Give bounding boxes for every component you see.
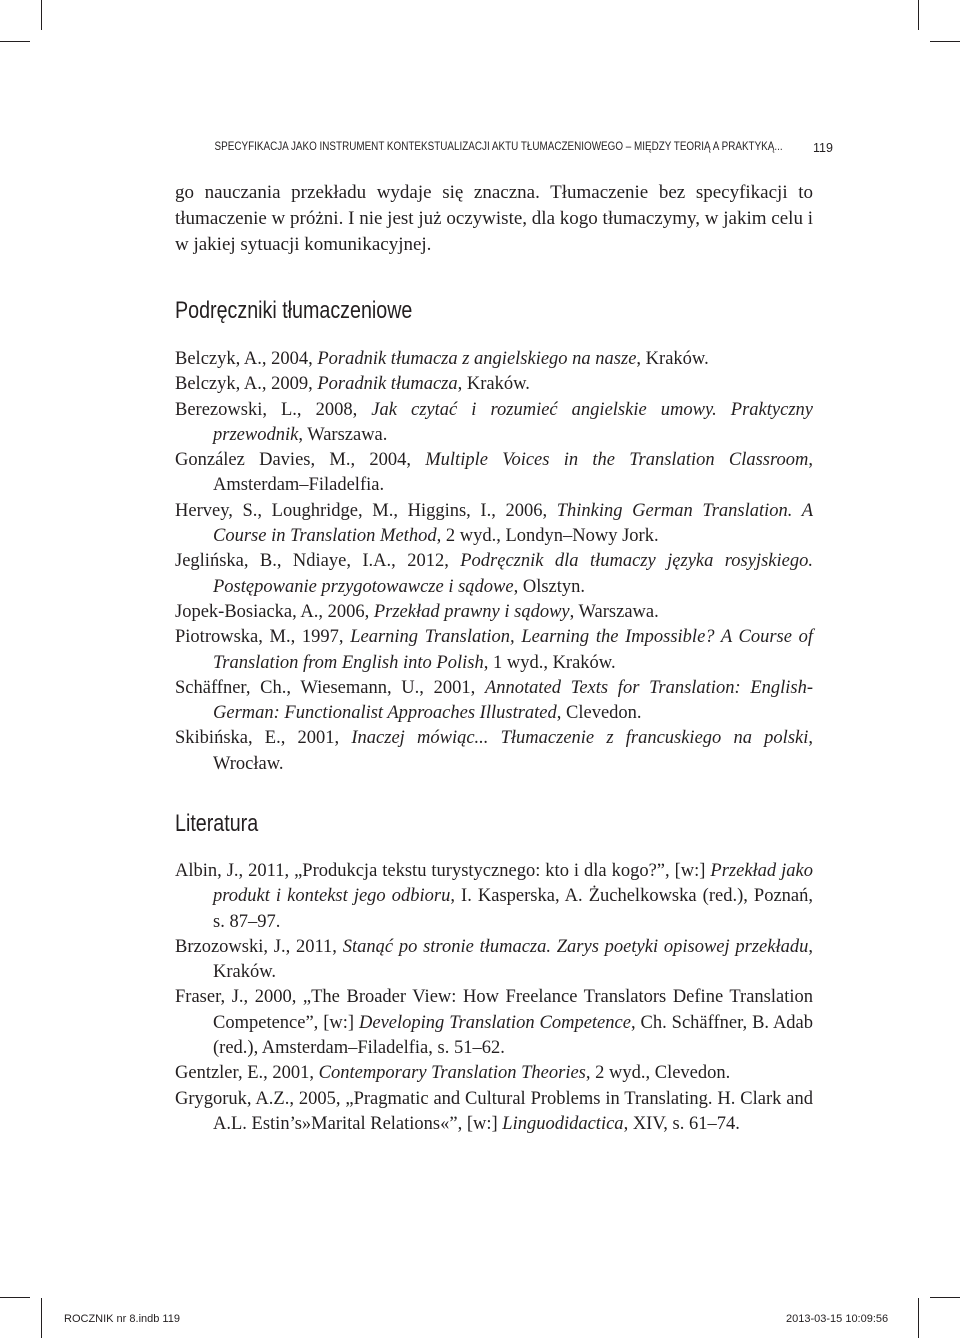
crop-mark-top-right-h xyxy=(930,41,960,42)
crop-mark-bottom-left-h xyxy=(0,1297,30,1298)
list-item: Brzozowski, J., 2011, Stanąć po stronie tłumacza. Zarys poetyki opisowej przekładu, Kraków. xyxy=(175,936,813,983)
crop-mark-top-right xyxy=(918,0,919,30)
list-item: Fraser, J., 2000, „The Broader View: How Freelance Translators Define Translation Competence”, [w:] Developing Translation Competence, Ch. Schäffner, B. Adab (red.), Amsterdam–Filadelfia, s. 51–62. xyxy=(175,987,814,1059)
crop-mark-top-left xyxy=(41,0,42,30)
footer-timestamp: 2013-03-15 10:09:56 xyxy=(786,1313,889,1325)
running-head-title: SPECYFIKACJA JAKO INSTRUMENT KONTEKSTUALIZACJI AKTU TŁUMACZENIOWEGO – MIĘDZY TEORIĄ A PRAKTYKĄ... xyxy=(214,141,783,153)
literature-list xyxy=(175,859,813,1137)
list-item: Berezowski, L., 2008, Jak czytać i rozumieć angielskie umowy. Praktyczny przewodnik, Warszawa. xyxy=(175,399,813,445)
list-item: Hervey, S., Loughridge, M., Higgins, I., 2006, Thinking German Translation. A Course in Translation Method, 2 wyd., Londyn–Nowy Jork. xyxy=(175,500,813,547)
section-heading-textbooks: Podręczniki tłumaczeniowe xyxy=(175,297,413,324)
list-item: Jeglińska, B., Ndiaye, I.A., 2012, Podręcznik dla tłumaczy języka rosyjskiego. Postępowanie przygotowawcze i sądowe, Olsztyn. xyxy=(175,551,813,597)
crop-mark-bottom-left xyxy=(41,1298,42,1338)
running-head xyxy=(175,141,783,159)
crop-mark-bottom-right-h xyxy=(930,1297,960,1298)
list-item: Piotrowska, M., 1997, Learning Translation, Learning the Impossible? A Course of Translation from English into Polish, 1 wyd., Kraków. xyxy=(175,627,813,673)
list-item: Belczyk, A., 2009, Poradnik tłumacza, Kraków. xyxy=(175,374,530,395)
textbooks-list xyxy=(175,347,813,777)
list-item: Belczyk, A., 2004, Poradnik tłumacza z angielskiego na nasze, Kraków. xyxy=(175,349,709,369)
list-item: Albin, J., 2011, „Produkcja tekstu turystycznego: kto i dla kogo?”, [w:] Przekład jako produkt i kontekst jego odbioru, I. Kasperska, A. Żuchelkowska (red.), Poznań, s. 87–97. xyxy=(175,861,814,932)
crop-mark-top-left-h xyxy=(0,41,30,42)
page-number: 119 xyxy=(813,141,833,155)
list-item: González Davies, M., 2004, Multiple Voices in the Translation Classroom, Amsterdam–Filadelfia. xyxy=(175,450,813,496)
list-item: Grygoruk, A.Z., 2005, „Pragmatic and Cultural Problems in Translating. H. Clark and A.L. Estin’s»Marital Relations«”, [w:] Linguodidactica, XIV, s. 61–74. xyxy=(175,1088,813,1134)
intro-paragraph: go nauczania przekładu wydaje się znaczna. Tłumaczenie bez specyfikacji to tłumaczenie w próżni. I nie jest już oczywiste, dla kogo tłumaczymy, w jakim celu i w jakiej sytuacji komunikacyjnej. xyxy=(175,182,813,255)
footer-file-info: ROCZNIK nr 8.indb 119 xyxy=(64,1313,180,1325)
section-heading-literature: Literatura xyxy=(175,810,259,837)
list-item: Gentzler, E., 2001, Contemporary Translation Theories, 2 wyd., Clevedon. xyxy=(175,1063,731,1084)
list-item: Jopek-Bosiacka, A., 2006, Przekład prawny i sądowy, Warszawa. xyxy=(175,601,659,622)
list-item: Schäffner, Ch., Wiesemann, U., 2001, Annotated Texts for Translation: English-German: Functionalist Approaches Illustrated, Clevedon. xyxy=(175,677,814,724)
list-item: Skibińska, E., 2001, Inaczej mówiąc... Tłumaczenie z francuskiego na polski, Wrocław. xyxy=(175,728,813,774)
crop-mark-bottom-right xyxy=(918,1298,919,1338)
